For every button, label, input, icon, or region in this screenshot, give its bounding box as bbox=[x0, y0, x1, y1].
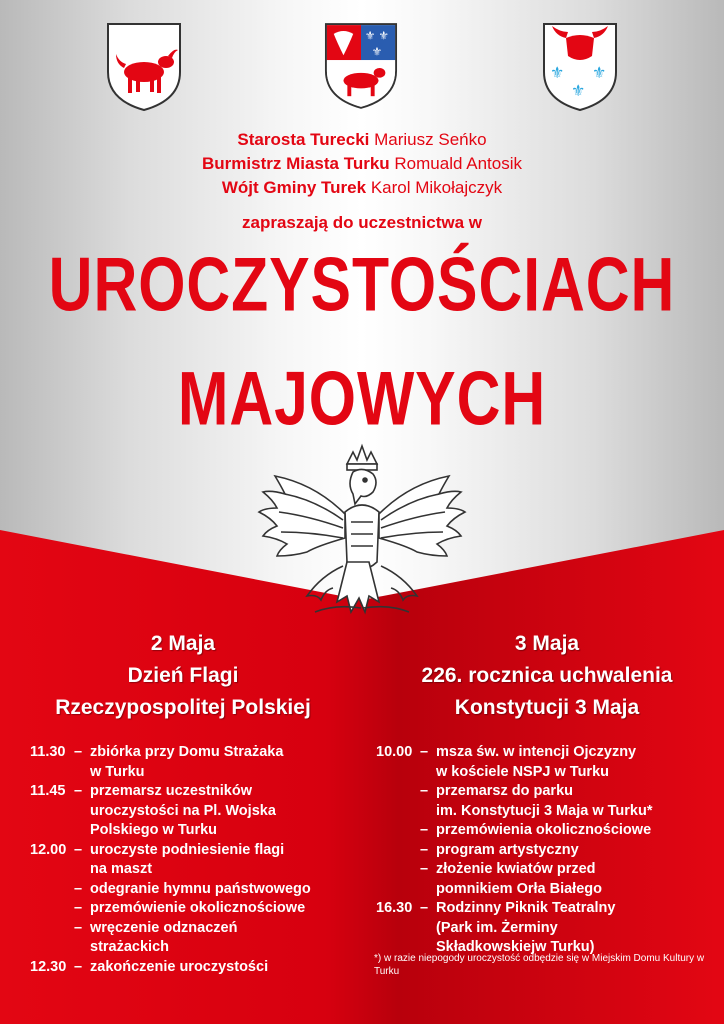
dash-separator: – bbox=[74, 783, 83, 799]
schedule-text-continuation: Składkowskiejw Turku) bbox=[436, 939, 595, 955]
main-title-line-1: UROCZYSTOŚCIACH bbox=[48, 241, 676, 327]
schedule-text-continuation: na maszt bbox=[90, 861, 153, 877]
day1-schedule bbox=[30, 743, 350, 977]
schedule-item bbox=[30, 782, 350, 802]
schedule-text: przemówienia okolicznościowe bbox=[436, 822, 652, 838]
schedule-item bbox=[30, 958, 350, 978]
schedule-text-continuation: w kościele NSPJ w Turku bbox=[436, 763, 609, 780]
svg-text:⚜: ⚜ bbox=[371, 44, 383, 59]
commune-coat-of-arms-icon bbox=[542, 22, 618, 112]
city-coat-of-arms-icon bbox=[324, 22, 398, 110]
schedule-time: 12.00 bbox=[30, 841, 67, 858]
dash-separator: – bbox=[74, 841, 83, 858]
dash-separator: – bbox=[420, 783, 429, 799]
schedule-text: Rodzinny Piknik Teatralny bbox=[436, 900, 616, 916]
schedule-time bbox=[376, 841, 420, 861]
day2-schedule bbox=[376, 743, 716, 958]
schedule-time: 11.45 bbox=[30, 783, 66, 799]
schedule-time bbox=[376, 860, 420, 880]
inviter-line-1: Starosta Turecki Mariusz Seńko bbox=[237, 130, 487, 149]
schedule-time: 10.00 bbox=[376, 744, 413, 760]
dash-separator: – bbox=[420, 900, 429, 916]
inviter-line-3: Wójt Gminy Turek Karol Mikołajczyk bbox=[221, 178, 503, 197]
schedule-item bbox=[376, 743, 716, 763]
day2-heading bbox=[372, 628, 722, 724]
schedule-item bbox=[30, 880, 350, 900]
schedule-item bbox=[30, 841, 350, 861]
schedule-text: złożenie kwiatów przed bbox=[436, 861, 596, 877]
schedule-text: msza św. w intencji Ojczyzny bbox=[436, 744, 637, 760]
schedule-text: wręczenie odznaczeń bbox=[90, 919, 238, 936]
day1-name-line1: Dzień Flagi bbox=[127, 664, 239, 687]
schedule-text: program artystyczny bbox=[436, 841, 579, 858]
schedule-text-continuation: Polskiego w Turku bbox=[90, 822, 218, 838]
schedule-text-continuation: strażackich bbox=[90, 939, 169, 955]
dash-separator: – bbox=[74, 958, 83, 975]
schedule-text: zakończenie uroczystości bbox=[90, 958, 269, 975]
schedule-item bbox=[30, 743, 350, 763]
schedule-item bbox=[376, 782, 716, 802]
schedule-text: zbiórka przy Domu Strażaka bbox=[90, 744, 284, 760]
day2-date: 3 Maja bbox=[514, 632, 580, 655]
schedule-time bbox=[30, 919, 74, 939]
schedule-text-continuation: im. Konstytucji 3 Maja w Turku* bbox=[436, 802, 653, 819]
schedule-time bbox=[376, 782, 420, 802]
schedule-time: 12.30 bbox=[30, 958, 67, 975]
dash-separator: – bbox=[74, 880, 83, 897]
schedule-text-continuation: uroczystości na Pl. Wojska bbox=[90, 802, 276, 819]
dash-separator: – bbox=[420, 861, 429, 877]
svg-text:⚜: ⚜ bbox=[550, 63, 565, 82]
svg-text:⚜: ⚜ bbox=[378, 28, 389, 43]
schedule-item bbox=[376, 841, 716, 861]
day2-name-line2: Konstytucji 3 Maja bbox=[454, 696, 640, 719]
day1-heading bbox=[18, 628, 348, 724]
dash-separator: – bbox=[420, 822, 429, 838]
svg-text:⚜: ⚜ bbox=[571, 81, 586, 100]
schedule-item bbox=[376, 860, 716, 880]
schedule-text-continuation: w Turku bbox=[90, 763, 145, 780]
schedule-item bbox=[376, 899, 716, 919]
day1-date: 2 Maja bbox=[150, 632, 216, 655]
schedule-text-continuation: pomnikiem Orła Białego bbox=[436, 880, 602, 897]
schedule-item bbox=[30, 899, 350, 919]
dash-separator: – bbox=[74, 919, 83, 936]
schedule-text: przemówienie okolicznościowe bbox=[90, 900, 306, 916]
schedule-text: uroczyste podniesienie flagi bbox=[90, 841, 285, 858]
schedule-time bbox=[30, 880, 74, 900]
schedule-text: przemarsz uczestników bbox=[90, 783, 252, 799]
schedule-time: 16.30 bbox=[376, 900, 413, 916]
schedule-time bbox=[376, 821, 420, 841]
county-coat-of-arms-icon bbox=[106, 22, 182, 112]
dash-separator: – bbox=[74, 900, 83, 916]
day1-name-line2: Rzeczypospolitej Polskiej bbox=[55, 696, 311, 719]
svg-text:⚜: ⚜ bbox=[592, 63, 607, 82]
day2-name-line1: 226. rocznica uchwalenia bbox=[421, 664, 673, 687]
main-title-line-2: MAJOWYCH bbox=[177, 355, 547, 441]
dash-separator: – bbox=[420, 841, 429, 858]
schedule-text-continuation: (Park im. Żerminy bbox=[436, 919, 558, 936]
schedule-text: przemarsz do parku bbox=[436, 783, 573, 799]
footnote: *) w razie niepogody uroczystość odbędzie się w Miejskim Domu Kultury w Turku bbox=[374, 953, 705, 977]
schedule-item bbox=[376, 821, 716, 841]
schedule-time: 11.30 bbox=[30, 744, 66, 760]
dash-separator: – bbox=[74, 744, 83, 760]
invitation-text: zapraszają do uczestnictwa w bbox=[242, 213, 482, 232]
svg-text:⚜: ⚜ bbox=[364, 28, 376, 43]
schedule-item bbox=[30, 919, 350, 939]
inviter-line-2: Burmistrz Miasta Turku Romuald Antosik bbox=[202, 154, 522, 173]
dash-separator: – bbox=[420, 744, 429, 760]
schedule-time bbox=[30, 899, 74, 919]
schedule-text: odegranie hymnu państwowego bbox=[90, 880, 311, 897]
